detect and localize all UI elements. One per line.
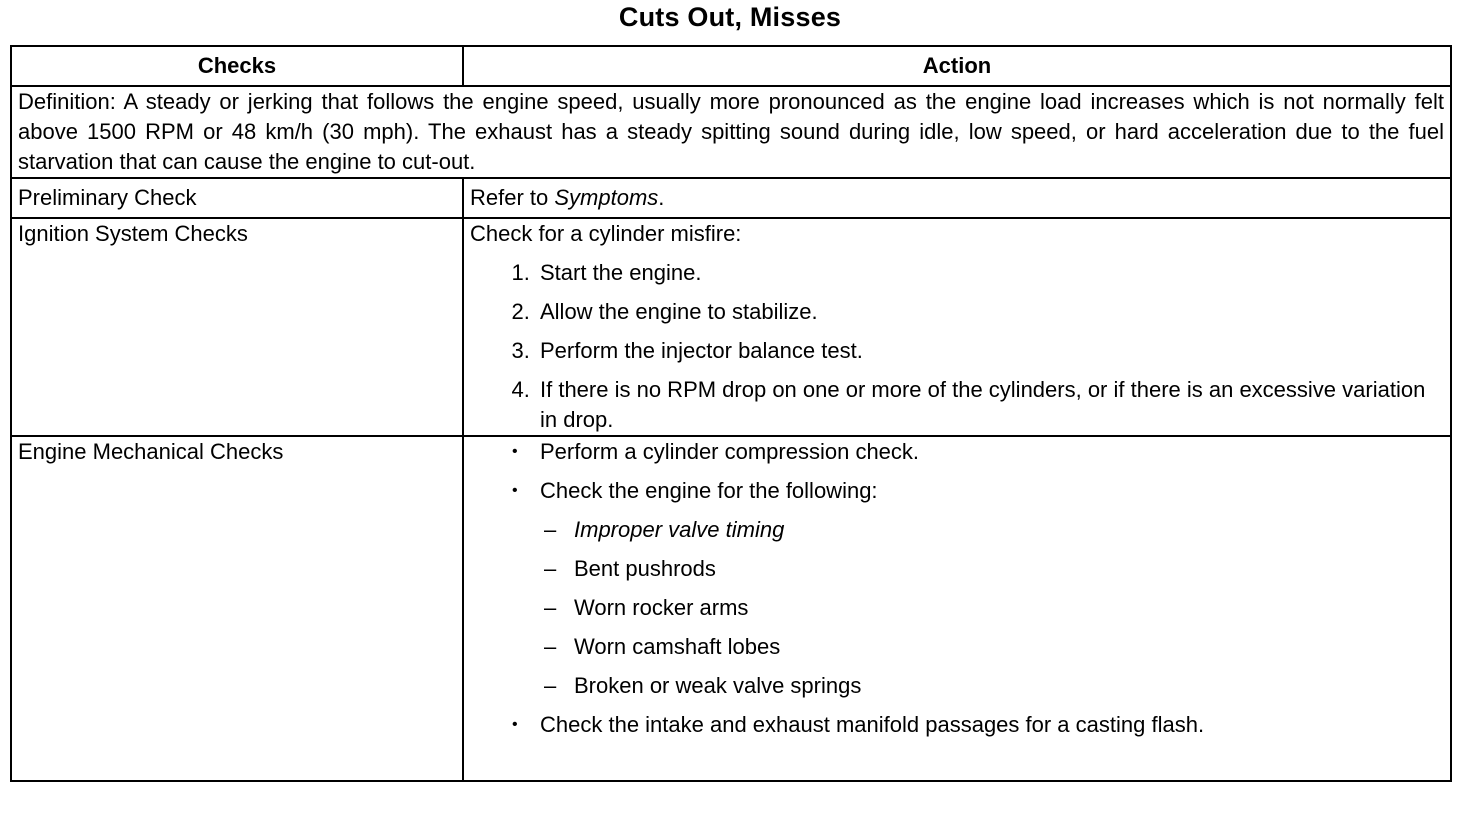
action-mechanical [463,436,1451,781]
check-ignition: Ignition System Checks [11,218,463,436]
list-item [540,593,1444,623]
list-item: 3. Perform the injector balance test. [536,336,1444,366]
diagnostic-table [10,45,1452,782]
list-item [510,710,1444,740]
dash-icon: – [544,517,557,542]
list-item [540,671,1444,701]
dash-icon: – [544,673,557,698]
bullet-text: Check the engine for the following: [540,478,878,503]
list-item: 4. If there is no RPM drop on one or more of the cylinders, or if there is an excessive variation in drop. [536,375,1444,435]
dash-icon: – [544,634,557,659]
action-preliminary-prefix: Refer to [470,185,555,210]
subitem-text: Worn camshaft lobes [574,634,781,659]
table-row-ignition [11,218,1451,436]
check-preliminary: Preliminary Check [11,178,463,218]
definition-row [11,86,1451,178]
mechanical-bullets [470,437,1444,740]
subitem-text: Bent pushrods [574,556,716,581]
action-ignition [463,218,1451,436]
dash-icon: – [544,595,557,620]
ignition-lead: Check for a cylinder misfire: [470,221,742,246]
list-item [540,554,1444,584]
dash-icon: – [544,556,557,581]
list-item [510,437,1444,467]
check-mechanical: Engine Mechanical Checks [11,436,463,781]
action-preliminary-suffix: . [658,185,665,210]
list-item [540,632,1444,662]
symptoms-reference: Symptoms [554,185,659,210]
list-item [540,515,1444,545]
bullet-icon: • [512,482,518,499]
header-action: Action [463,46,1451,86]
header-checks: Checks [11,46,463,86]
definition-text: Definition: A steady or jerking that follows the engine speed, usually more pronounced as the engine load increases which is not normally felt above 1500 RPM or 48 km/h (30 mph). The exhaust has a steady spitting sound during idle, low speed, or hard acceleration due to the fuel starvation that can cause the engine to cut-out. [11,86,1451,178]
action-preliminary [463,178,1451,218]
list-item: 2. Allow the engine to stabilize. [536,297,1444,327]
bullet-text: Perform a cylinder compression check. [540,439,920,464]
table-row-preliminary [11,178,1451,218]
bullet-text: Check the intake and exhaust manifold passages for a casting flash. [540,712,1205,737]
page-title: Cuts Out, Misses [618,2,842,32]
bullet-icon: • [512,716,518,733]
ignition-steps [470,258,1444,435]
mechanical-subitems [540,515,1444,701]
header-row [11,46,1451,86]
bullet-icon: • [512,443,518,460]
subitem-text: Broken or weak valve springs [574,673,862,698]
list-item: 1. Start the engine. [536,258,1444,288]
list-item [510,476,1444,701]
table-row-mechanical [11,436,1451,781]
subitem-text: Improper valve timing [574,517,785,542]
subitem-text: Worn rocker arms [574,595,749,620]
